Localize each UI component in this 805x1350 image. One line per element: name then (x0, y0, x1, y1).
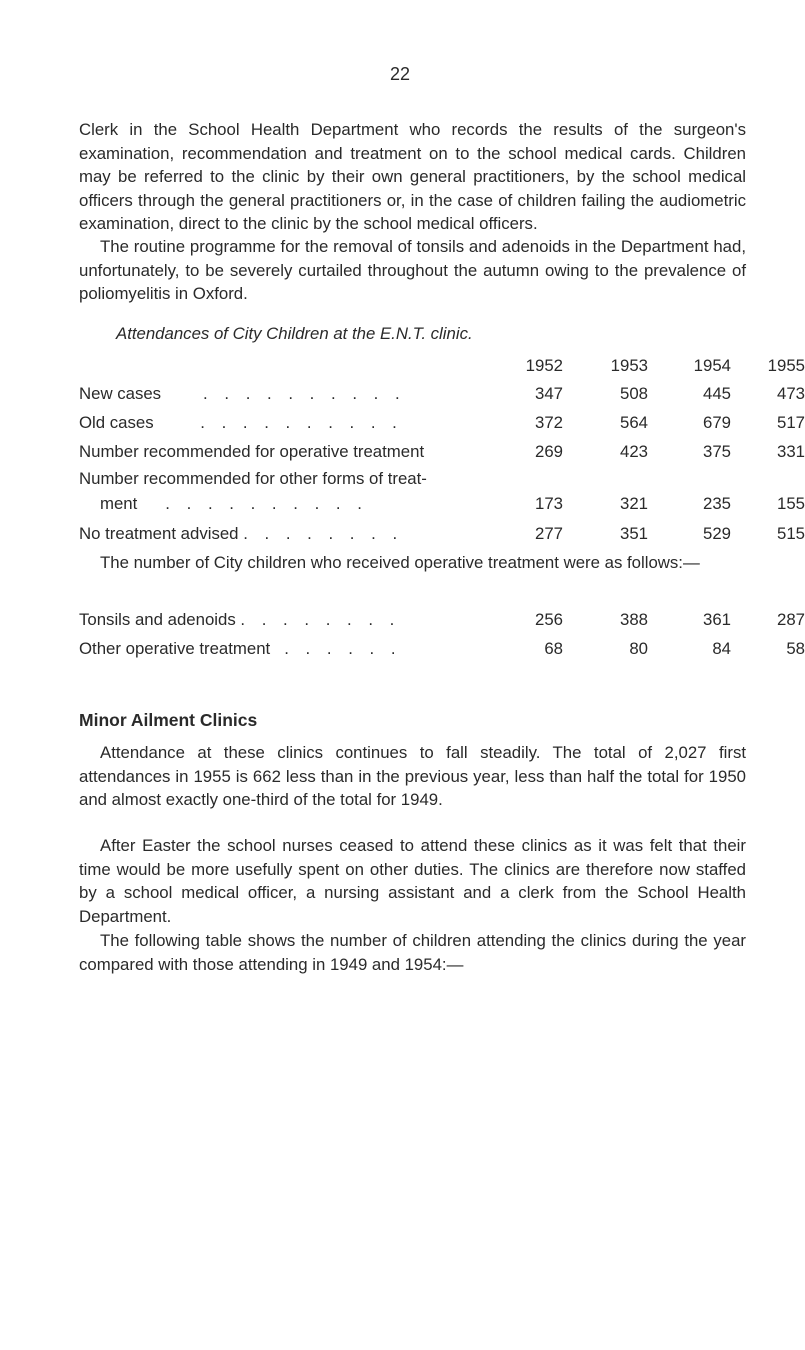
paragraph-attendance: Attendance at these clinics continues to fall steadily. The total of 2,027 first attendances in 1955 is 662 less than in the previous year, less than half the total for 1950 and almost exactly one-third of the total for 1949. (79, 743, 746, 810)
section-heading: Minor Ailment Clinics (79, 710, 258, 730)
table-cell: 515 (777, 524, 805, 543)
year-header: 1955 (767, 356, 805, 375)
table-cell: 80 (629, 639, 648, 658)
year-header: 1954 (693, 356, 731, 375)
table-cell: 235 (703, 494, 731, 513)
table-cell: 517 (777, 413, 805, 432)
row-label: Number recommended for other forms of treat- (79, 469, 427, 488)
table-cell: 473 (777, 384, 805, 403)
table-cell: 84 (712, 639, 731, 658)
table-cell: 508 (620, 384, 648, 403)
table-cell: 256 (535, 610, 563, 629)
table-cell: 347 (535, 384, 563, 403)
table-cell: 331 (777, 442, 805, 461)
table-cell: 375 (703, 442, 731, 461)
row-label: No treatment advised . . . . . . . . (79, 524, 404, 543)
table-cell: 388 (620, 610, 648, 629)
table-row (79, 469, 759, 493)
table-cell: 287 (777, 610, 805, 629)
table-cell: 173 (535, 494, 563, 513)
table-cell: 564 (620, 413, 648, 432)
year-header: 1953 (610, 356, 648, 375)
row-label: Tonsils and adenoids . . . . . . . . (79, 610, 401, 629)
table-cell: 68 (544, 639, 563, 658)
table-title: Attendances of City Children at the E.N.T. clinic. (116, 324, 473, 343)
table-year-header (79, 356, 805, 380)
table-cell: 423 (620, 442, 648, 461)
row-label: Other operative treatment . . . . . . (79, 639, 402, 658)
table-cell: 445 (703, 384, 731, 403)
table-cell: 155 (777, 494, 805, 513)
table-cell: 372 (535, 413, 563, 432)
table-cell: 277 (535, 524, 563, 543)
table-row (79, 610, 805, 634)
table-cell: 529 (703, 524, 731, 543)
table-row (79, 384, 805, 408)
paragraph-staffing: After Easter the school nurses ceased to attend these clinics as it was felt that their time would be more usefully spent on other duties. The clinics are therefore now staffed by a school medical officer, a nursing assistant and a clerk from the School Health Department. (79, 836, 746, 926)
operative-intro: The number of City children who received operative treatment were as follows:— (100, 553, 700, 572)
table-cell: 321 (620, 494, 648, 513)
page-number: 22 (389, 64, 411, 84)
paragraph-following-table: The following table shows the number of children attending the clinics during the year compared with those attending in 1949 and 1954:— (79, 931, 746, 974)
row-label: Number recommended for operative treatment (79, 442, 425, 461)
paragraph-clinic-referrals: Clerk in the School Health Department who records the results of the surgeon's examination, recommendation and treatment on to the school medical cards. Children may be referred to the clinic by their own general practitioners, by the school medical officers through the general practitioners or, in the case of children failing the audiometric examination, direct to the clinic by the school medical officers. (79, 120, 746, 234)
table-row (79, 413, 805, 437)
row-label: Old cases . . . . . . . . . . (79, 413, 403, 432)
row-label: ment . . . . . . . . . . (100, 494, 368, 513)
year-header: 1952 (525, 356, 563, 375)
table-cell: 58 (786, 639, 805, 658)
row-label: New cases . . . . . . . . . . (79, 384, 406, 403)
table-cell: 351 (620, 524, 648, 543)
table-row (79, 442, 805, 466)
table-cell: 679 (703, 413, 731, 432)
table-cell: 361 (703, 610, 731, 629)
table-row (79, 524, 805, 548)
table-cell: 269 (535, 442, 563, 461)
paragraph-tonsils-programme: The routine programme for the removal of tonsils and adenoids in the Department had, unfortunately, to be severely curtailed throughout the autumn owing to the prevalence of poliomyelitis in Oxford. (79, 237, 746, 304)
table-row (79, 639, 805, 663)
table-row (79, 494, 805, 518)
